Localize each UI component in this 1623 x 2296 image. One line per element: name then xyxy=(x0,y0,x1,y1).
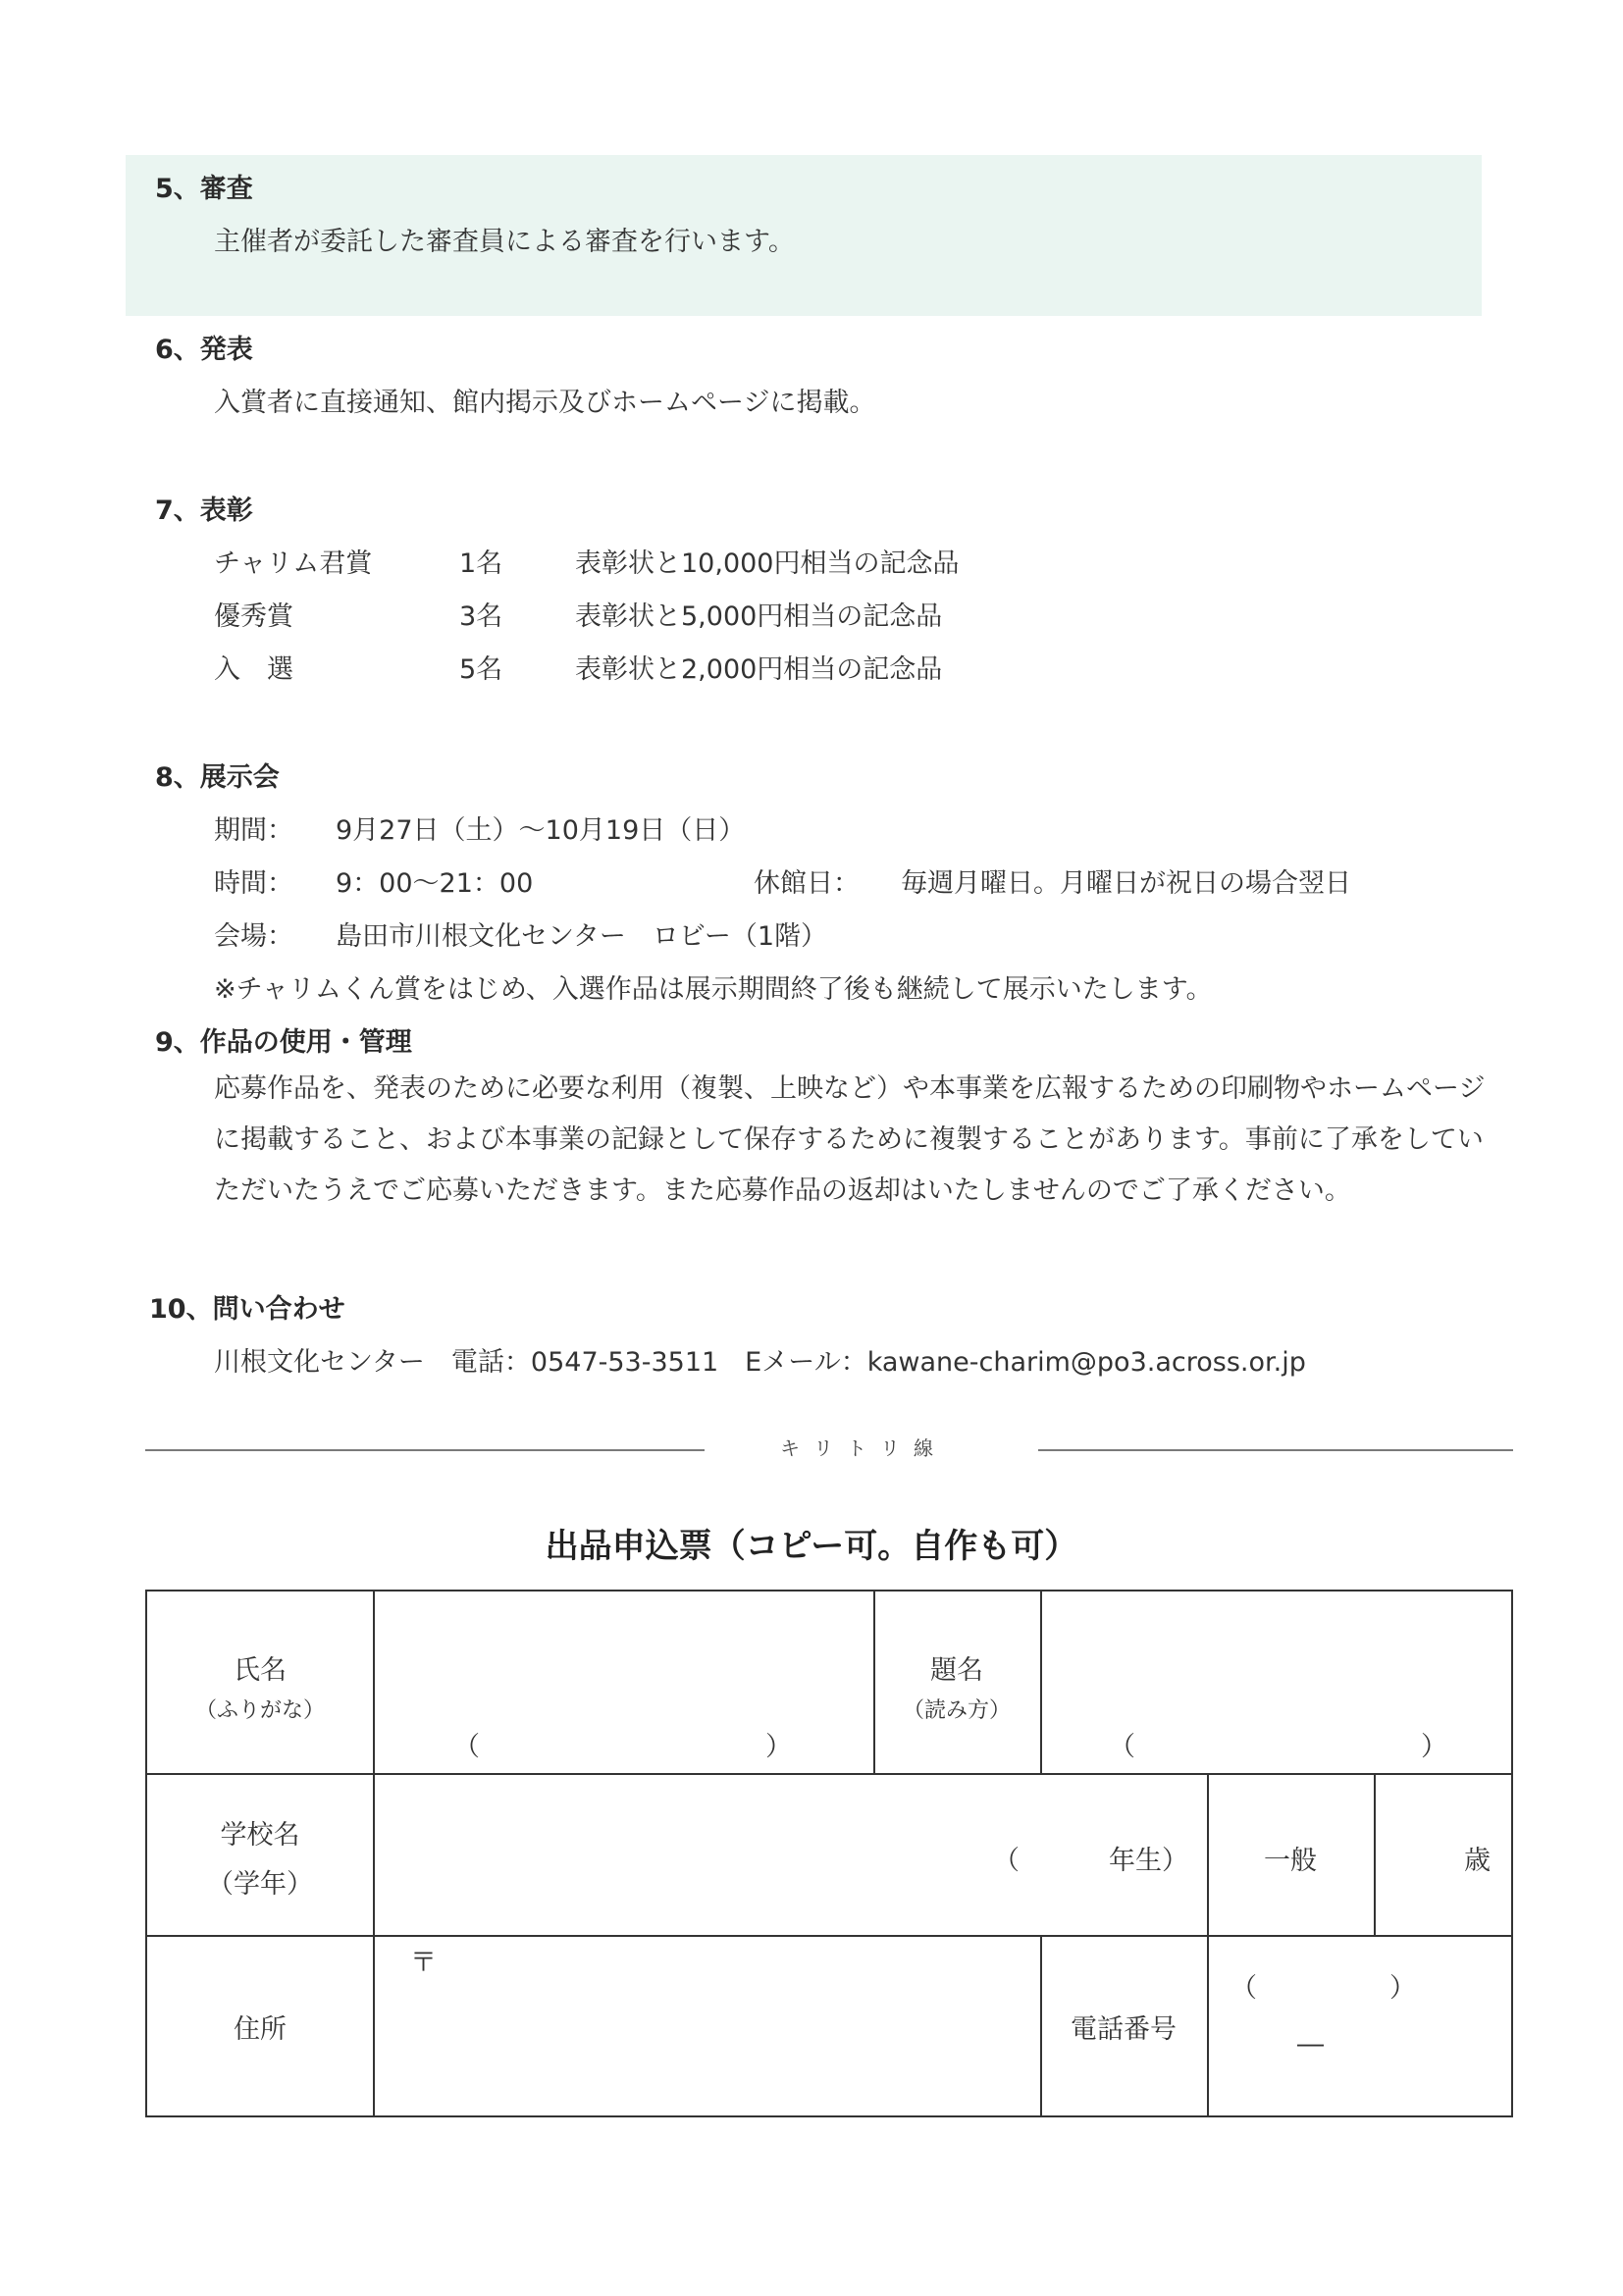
period-label: 期間： xyxy=(214,815,293,846)
award-count: 3名 xyxy=(459,601,503,632)
form-title: 出品申込票（コピー可。自作も可） xyxy=(545,1527,1078,1566)
section-10-title: 10、問い合わせ xyxy=(149,1294,345,1325)
grade-paren-open: （ xyxy=(993,1846,1020,1876)
general-label: 一般 xyxy=(1264,1846,1317,1876)
award-prize: 表彰状と5,000円相当の記念品 xyxy=(575,601,943,632)
school-field[interactable] xyxy=(383,1783,1197,1925)
period-value: 9月27日（土）～10月19日（日） xyxy=(336,815,746,846)
phone-paren-open: （ xyxy=(1230,1973,1257,2004)
section-9-title: 9、作品の使用・管理 xyxy=(155,1027,412,1058)
row-divider xyxy=(147,1935,1511,1937)
grade-suffix: 年生） xyxy=(1109,1846,1188,1876)
col-divider xyxy=(1040,1592,1042,1773)
title-label: 題名 xyxy=(930,1655,983,1686)
name-paren-close: ） xyxy=(765,1732,792,1762)
award-prize: 表彰状と10,000円相当の記念品 xyxy=(575,548,960,579)
col-divider xyxy=(1207,1935,1209,2115)
phone-paren-close: ） xyxy=(1389,1973,1416,2004)
phone-field[interactable] xyxy=(1217,1945,1501,2106)
phone-dash: ― xyxy=(1297,2029,1324,2060)
award-name: 入 選 xyxy=(214,654,293,685)
grade-label: （学年） xyxy=(207,1869,313,1900)
contact-info: 川根文化センター 電話：0547-53-3511 Eメール：kawane-charim@po3.across.or.jp xyxy=(214,1347,1306,1378)
cut-line-left xyxy=(145,1449,705,1451)
section-7-title: 7、表彰 xyxy=(155,496,253,526)
title-reading-label: （読み方） xyxy=(902,1698,1011,1723)
age-suffix: 歳 xyxy=(1464,1846,1491,1876)
phone-label: 電話番号 xyxy=(1071,2014,1177,2045)
time-label: 時間： xyxy=(214,868,293,899)
award-name: チャリム君賞 xyxy=(214,548,373,579)
postal-mark: 〒 xyxy=(410,1948,437,1978)
award-count: 5名 xyxy=(459,654,503,685)
closed-value: 毎週月曜日。月曜日が祝日の場合翌日 xyxy=(901,868,1351,899)
age-field[interactable] xyxy=(1384,1783,1501,1925)
award-prize: 表彰状と2,000円相当の記念品 xyxy=(575,654,943,685)
section-5-body: 主催者が委託した審査員による審査を行います。 xyxy=(214,227,795,257)
time-value: 9：00～21：00 xyxy=(336,868,534,899)
award-count: 1名 xyxy=(459,548,503,579)
name-paren-open: （ xyxy=(453,1732,480,1762)
title-field[interactable] xyxy=(1050,1601,1501,1763)
address-label: 住所 xyxy=(234,2014,287,2045)
address-field[interactable] xyxy=(383,1945,1030,2106)
cut-line-right xyxy=(1038,1449,1513,1451)
application-form xyxy=(145,1590,1513,2117)
title-paren-close: ） xyxy=(1421,1732,1447,1762)
row-divider xyxy=(147,1773,1511,1775)
col-divider xyxy=(1374,1773,1376,1935)
school-label: 学校名 xyxy=(220,1820,300,1851)
section-6-title: 6、発表 xyxy=(155,335,253,365)
section-5-title: 5、審査 xyxy=(155,174,253,204)
closed-label: 休館日： xyxy=(754,868,860,899)
label-column-divider xyxy=(373,1592,375,2115)
venue-value: 島田市川根文化センター ロビー（1階） xyxy=(336,921,828,952)
venue-label: 会場： xyxy=(214,921,293,952)
award-name: 優秀賞 xyxy=(214,601,293,632)
name-label: 氏名 xyxy=(234,1655,287,1686)
title-paren-open: （ xyxy=(1109,1732,1135,1762)
section-8-title: 8、展示会 xyxy=(155,762,280,793)
section-6-body: 入賞者に直接通知、館内掲示及びホームページに掲載。 xyxy=(214,388,876,418)
name-field[interactable] xyxy=(383,1601,864,1763)
cut-line-label: キリトリ線 xyxy=(780,1436,947,1460)
exhibit-note: ※チャリムくん賞をはじめ、入選作品は展示期間終了後も継続して展示いたします。 xyxy=(214,974,1213,1005)
name-furigana-label: （ふりがな） xyxy=(194,1698,325,1723)
section-9-body: 応募作品を、発表のために必要な利用（複製、上映など）や本事業を広報するための印刷物やホームページに掲載すること、および本事業の記録として保存するために複製することがあります。事前に了承をしていただいたうえでご応募いただきます。また応募作品の返却はいたしませんのでご了承ください。 xyxy=(214,1073,1486,1206)
